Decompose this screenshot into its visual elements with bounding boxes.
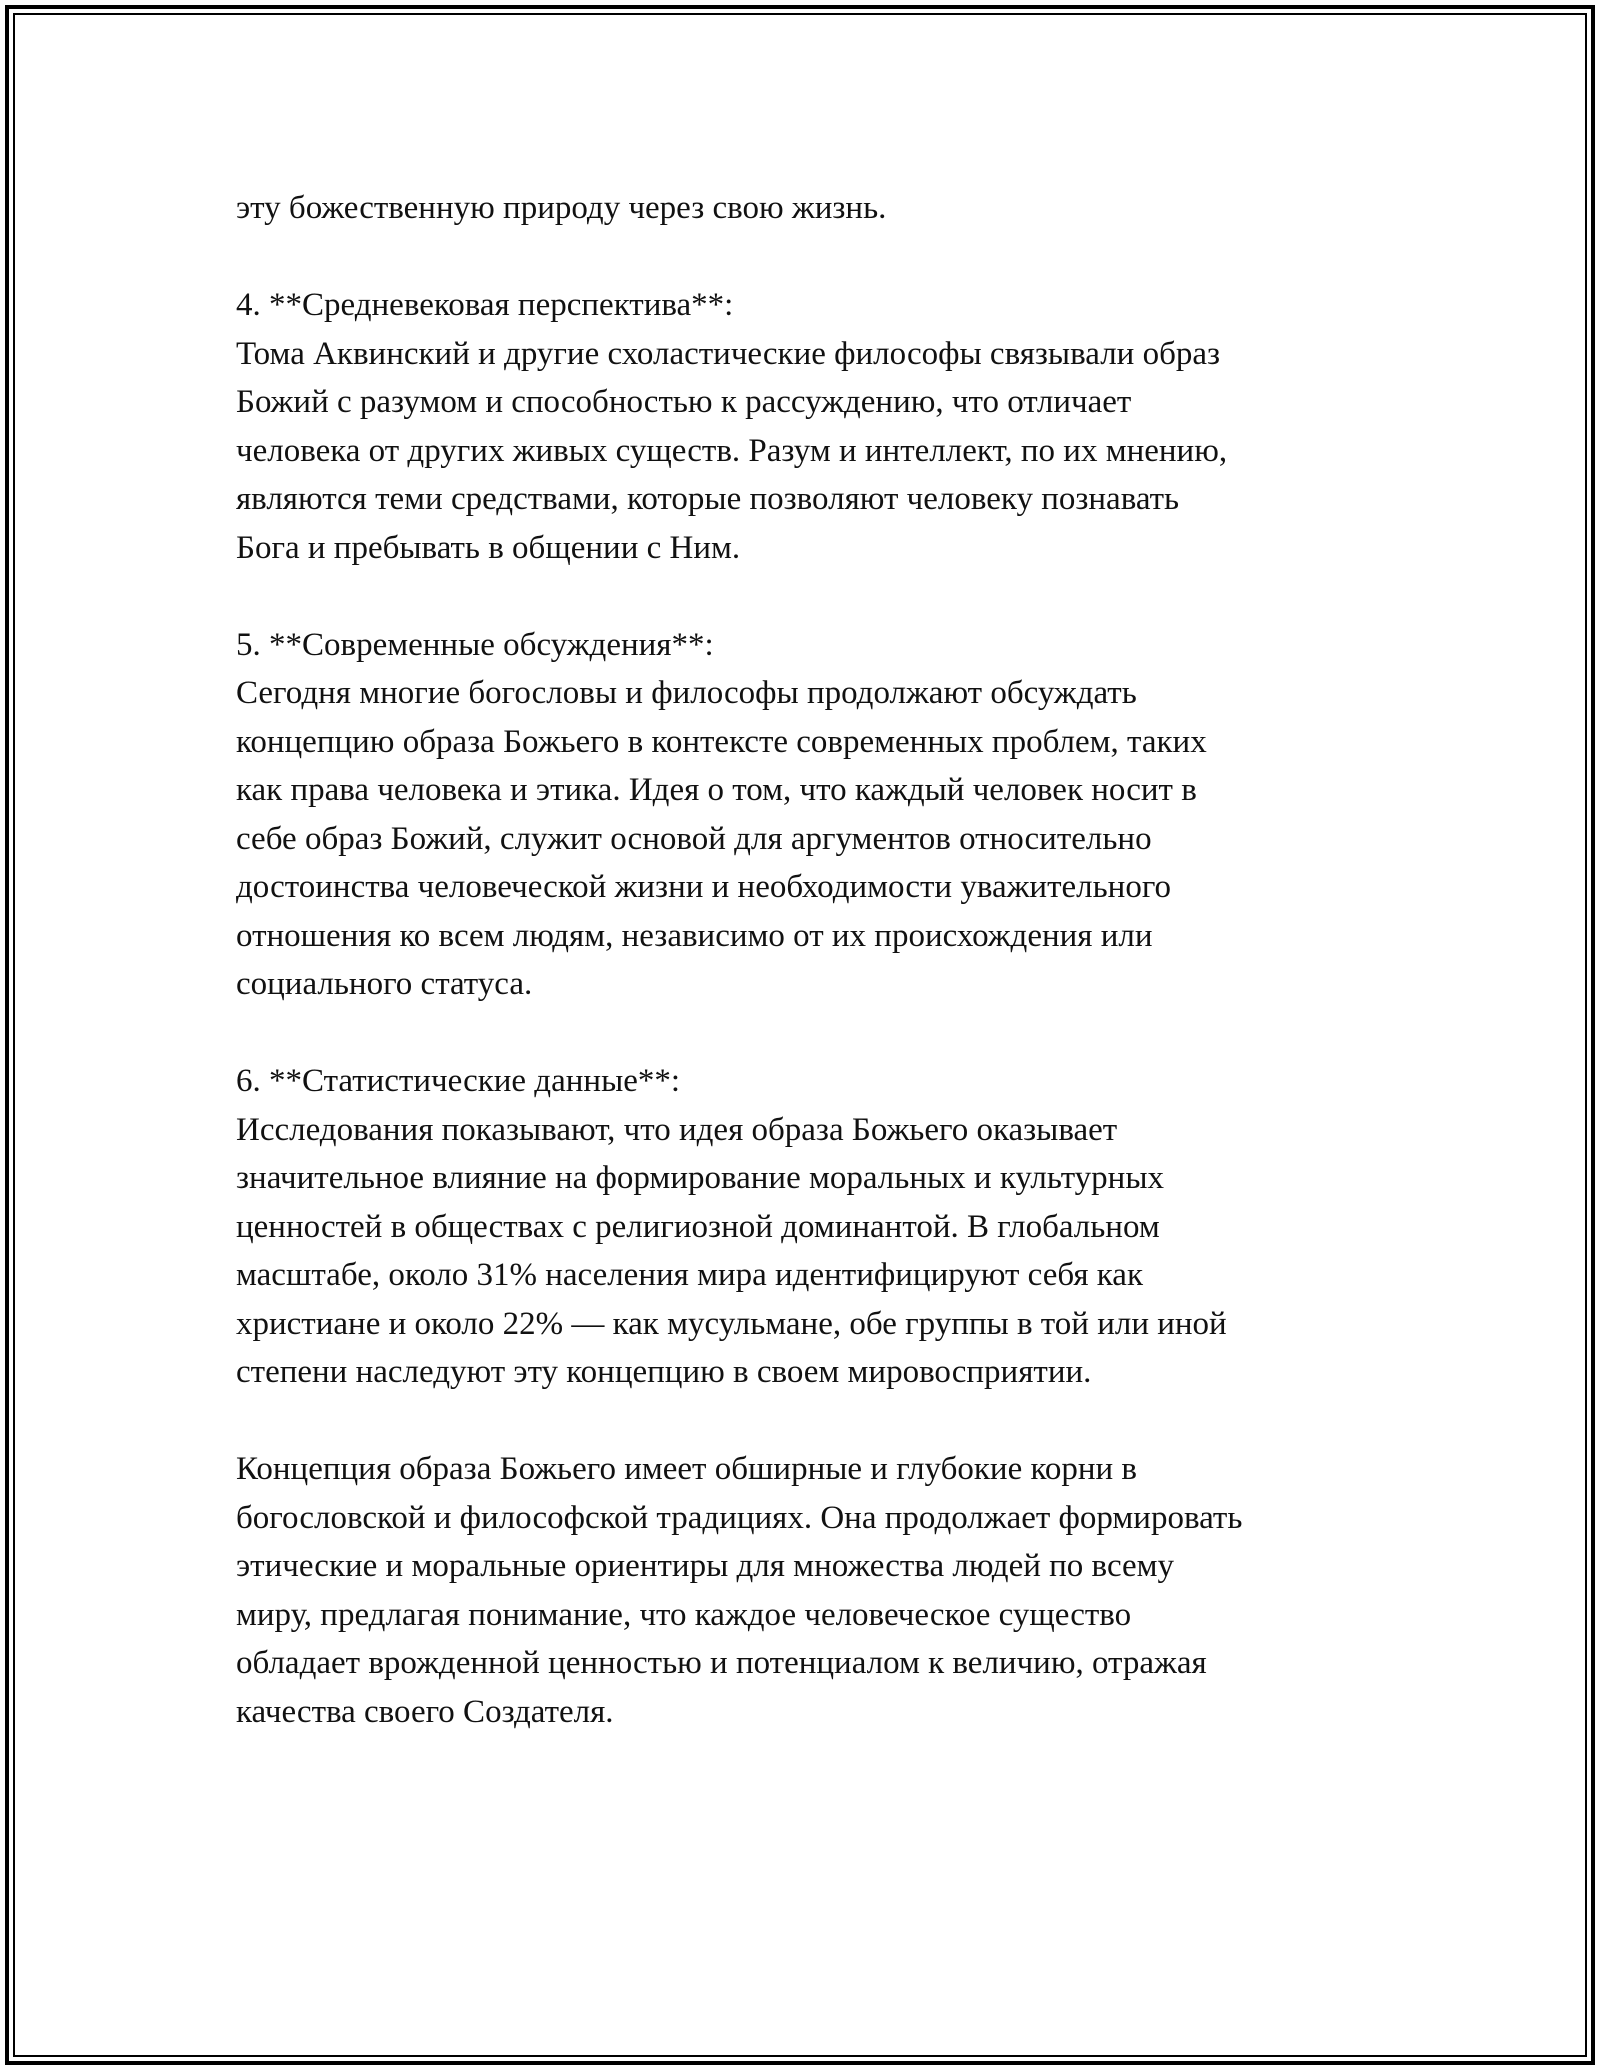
text-line: степени наследуют эту концепцию в своем мировосприятии.: [236, 1354, 1092, 1390]
text-line: Исследования показывают, что идея образа Божьего оказывает: [236, 1111, 1118, 1148]
text-line: Божий с разумом и способностью к рассуждению, что отличает: [236, 384, 1132, 420]
document-body: [236, 184, 1416, 1785]
section-heading: 5. **Современные обсуждения**:: [236, 626, 714, 663]
text-line: качества своего Создателя.: [236, 1693, 614, 1730]
text-line: обладает врожденной ценностью и потенциалом к величию, отражая: [236, 1645, 1207, 1681]
text-line: человека от других живых существ. Разум и интеллект, по их мнению,: [236, 432, 1228, 469]
text-line: Тома Аквинский и другие схоластические философы связывали образ: [236, 335, 1221, 372]
text-line: отношения ко всем людям, независимо от их происхождения или: [236, 917, 1153, 954]
text-line: социального статуса.: [236, 966, 533, 1002]
section-modern-discussions: [236, 621, 1416, 1009]
text-line: себе образ Божий, служит основой для аргументов относительно: [236, 820, 1152, 857]
section-statistics: [236, 1057, 1416, 1397]
text-line: этические и моральные ориентиры для множества людей по всему: [236, 1548, 1175, 1584]
text-line: эту божественную природу через свою жизнь.: [236, 190, 887, 226]
text-line: масштабе, около 31% населения мира идентифицируют себя как: [236, 1257, 1143, 1293]
text-line: концепцию образа Божьего в контексте современных проблем, таких: [236, 723, 1207, 760]
text-line: являются теми средствами, которые позволяют человеку познавать: [236, 481, 1180, 517]
text-line: значительное влияние на формирование моральных и культурных: [236, 1160, 1165, 1196]
paragraph-conclusion: [236, 1445, 1416, 1736]
text-line: Бога и пребывать в общении с Ним.: [236, 529, 741, 566]
text-line: Концепция образа Божьего имеет обширные и глубокие корни в: [236, 1451, 1137, 1487]
text-line: ценностей в обществах с религиозной доминантой. В глобальном: [236, 1208, 1160, 1245]
section-medieval-perspective: [236, 281, 1416, 572]
paragraph-continuation: [236, 184, 1416, 233]
text-line: христиане и около 22% — как мусульмане, обе группы в той или иной: [236, 1305, 1227, 1342]
text-line: богословской и философской традициях. Она продолжает формировать: [236, 1499, 1243, 1536]
section-heading: 4. **Средневековая перспектива**:: [236, 287, 734, 323]
text-line: как права человека и этика. Идея о том, что каждый человек носит в: [236, 772, 1197, 808]
text-line: Сегодня многие богословы и философы продолжают обсуждать: [236, 675, 1137, 711]
text-line: миру, предлагая понимание, что каждое человеческое существо: [236, 1596, 1132, 1633]
section-heading: 6. **Статистические данные**:: [236, 1063, 681, 1099]
text-line: достоинства человеческой жизни и необходимости уважительного: [236, 869, 1172, 905]
